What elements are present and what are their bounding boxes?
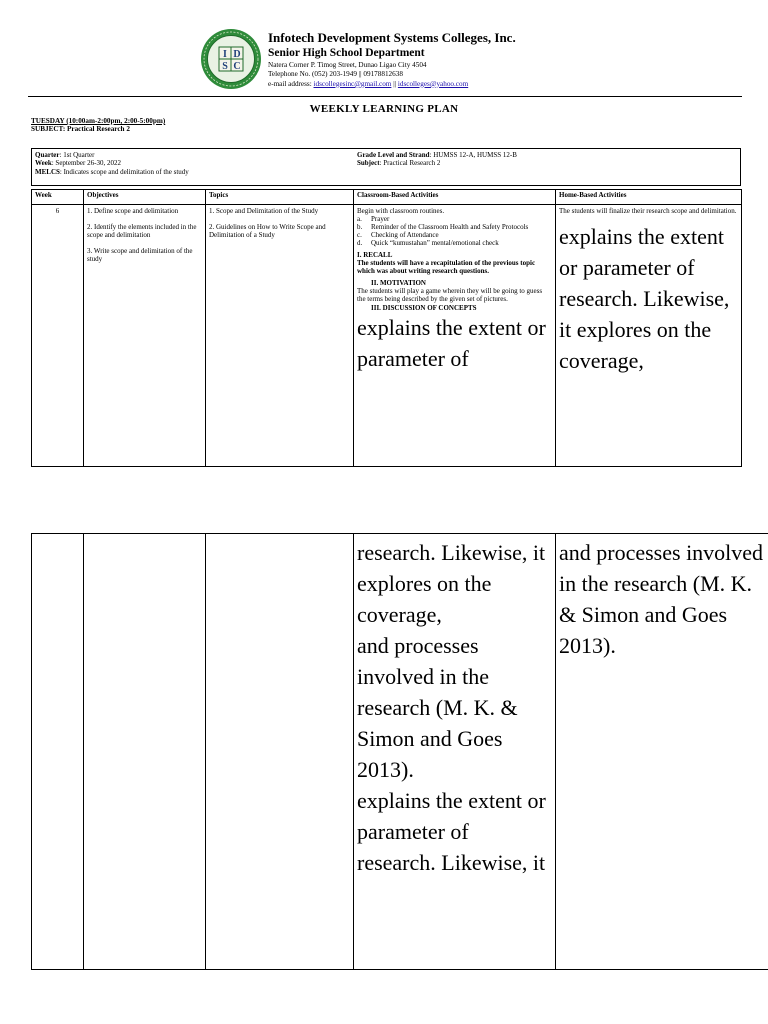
grade-value: : HUMSS 12-A, HUMSS 12-B	[429, 151, 517, 159]
discussion-text: explains the extent or parameter of research. Likewise, it	[357, 788, 546, 875]
subject-line: SUBJECT: Practical Research 2	[31, 125, 130, 134]
discussion-heading: III. DISCUSSION OF CONCEPTS	[371, 303, 477, 312]
discussion-text: research. Likewise, it explores on the coverage,	[357, 540, 546, 627]
classroom-cell	[354, 205, 556, 467]
objective-item: 1. Define scope and delimitation	[87, 207, 179, 215]
melcs-value: : Indicates scope and delimitation of the study	[59, 167, 189, 176]
routine-item: a. Prayer	[357, 215, 390, 224]
classroom-cell-continued	[354, 534, 556, 970]
home-cell-continued	[556, 534, 768, 970]
week-value: : September 26-30, 2022	[51, 159, 121, 168]
header-week: Week	[32, 190, 84, 205]
header-rule	[28, 96, 742, 97]
objective-item: 3. Write scope and delimitation of the study	[87, 247, 193, 264]
motivation-heading: II. MOTIVATION	[371, 279, 426, 288]
routine-item: c. Checking of Attendance	[357, 231, 439, 240]
home-text: and processes involved in the research (M. K. & Simon and Goes 2013).	[559, 540, 764, 658]
topics-cell-empty	[206, 534, 354, 970]
topic-item: 2. Guidelines on How to Write Scope and Delimitation of a Study	[209, 223, 326, 240]
learning-plan-table	[31, 189, 742, 467]
routine-list	[357, 215, 552, 247]
routine-item: d. Quick “kumustahan” mental/emotional check	[357, 239, 499, 248]
quarter-label: Quarter	[35, 151, 60, 159]
header-objectives: Objectives	[84, 190, 206, 205]
department-name: Senior High School Department	[268, 46, 425, 59]
schedule-block	[31, 117, 165, 134]
routine-intro: Begin with classroom routines.	[357, 207, 445, 215]
header-topics: Topics	[206, 190, 354, 205]
recall-text: The students will have a recapitulation of the previous topic which was about writing research questions.	[357, 259, 536, 276]
topics-cell	[206, 205, 354, 467]
info-box	[31, 148, 741, 186]
address: Natera Corner P. Timog Street, Dunao Ligao City 4504	[268, 61, 427, 70]
learning-plan-table-continued	[31, 533, 768, 970]
home-text: explains the extent or parameter of research. Likewise, it explores on the coverage,	[559, 224, 730, 374]
subject-value: : Practical Research 2	[379, 159, 441, 168]
subject-label: Subject	[357, 159, 380, 168]
objectives-cell-empty	[84, 534, 206, 970]
school-logo	[200, 28, 262, 90]
home-cell	[556, 205, 742, 467]
email-prefix: e-mail address:	[268, 79, 314, 88]
motivation-text: The students will play a game wherein they will be going to guess the terms being described by the given set of pictures.	[357, 287, 543, 304]
telephone: Telephone No. (052) 203-1949 || 09178812638	[268, 70, 403, 79]
week-cell-empty	[32, 534, 84, 970]
schedule-line: TUESDAY (10:00am-2:00pm, 2:00-5:00pm)	[31, 117, 166, 125]
institution-name: Infotech Development Systems Colleges, Inc.	[268, 30, 516, 45]
email-link-gmail[interactable]: idscollegesinc@gmail.com	[313, 79, 392, 88]
topic-item: 1. Scope and Delimitation of the Study	[209, 207, 319, 215]
week-cell: 6	[32, 205, 84, 467]
home-intro: The students will finalize their research scope and delimitation.	[559, 207, 737, 215]
svg-text:I: I	[223, 49, 227, 60]
routine-item: b. Reminder of the Classroom Health and Safety Protocols	[357, 223, 529, 232]
recall-heading: I. RECALL	[357, 251, 393, 260]
melcs-label: MELCS	[35, 167, 60, 176]
grade-label: Grade Level and Strand	[357, 151, 430, 159]
header-classroom: Classroom-Based Activities	[354, 190, 556, 205]
week-label: Week	[35, 159, 52, 168]
email-separator: ||	[391, 79, 398, 88]
svg-text:D: D	[233, 49, 241, 60]
svg-text:C: C	[233, 61, 241, 72]
quarter-value: : 1st Quarter	[59, 151, 95, 159]
email-link-yahoo[interactable]: idscolleges@yahoo.com	[397, 79, 469, 88]
discussion-text: and processes involved in the research (M. K. & Simon and Goes 2013).	[357, 633, 518, 782]
discussion-text: explains the extent or parameter of	[357, 314, 546, 371]
objective-item: 2. Identify the elements included in the scope and delimitation	[87, 223, 197, 240]
email-line	[268, 80, 728, 88]
header-home: Home-Based Activities	[556, 190, 742, 205]
objectives-cell	[84, 205, 206, 467]
letterhead	[268, 31, 728, 88]
svg-text:S: S	[222, 61, 228, 72]
document-title: WEEKLY LEARNING PLAN	[309, 103, 459, 115]
